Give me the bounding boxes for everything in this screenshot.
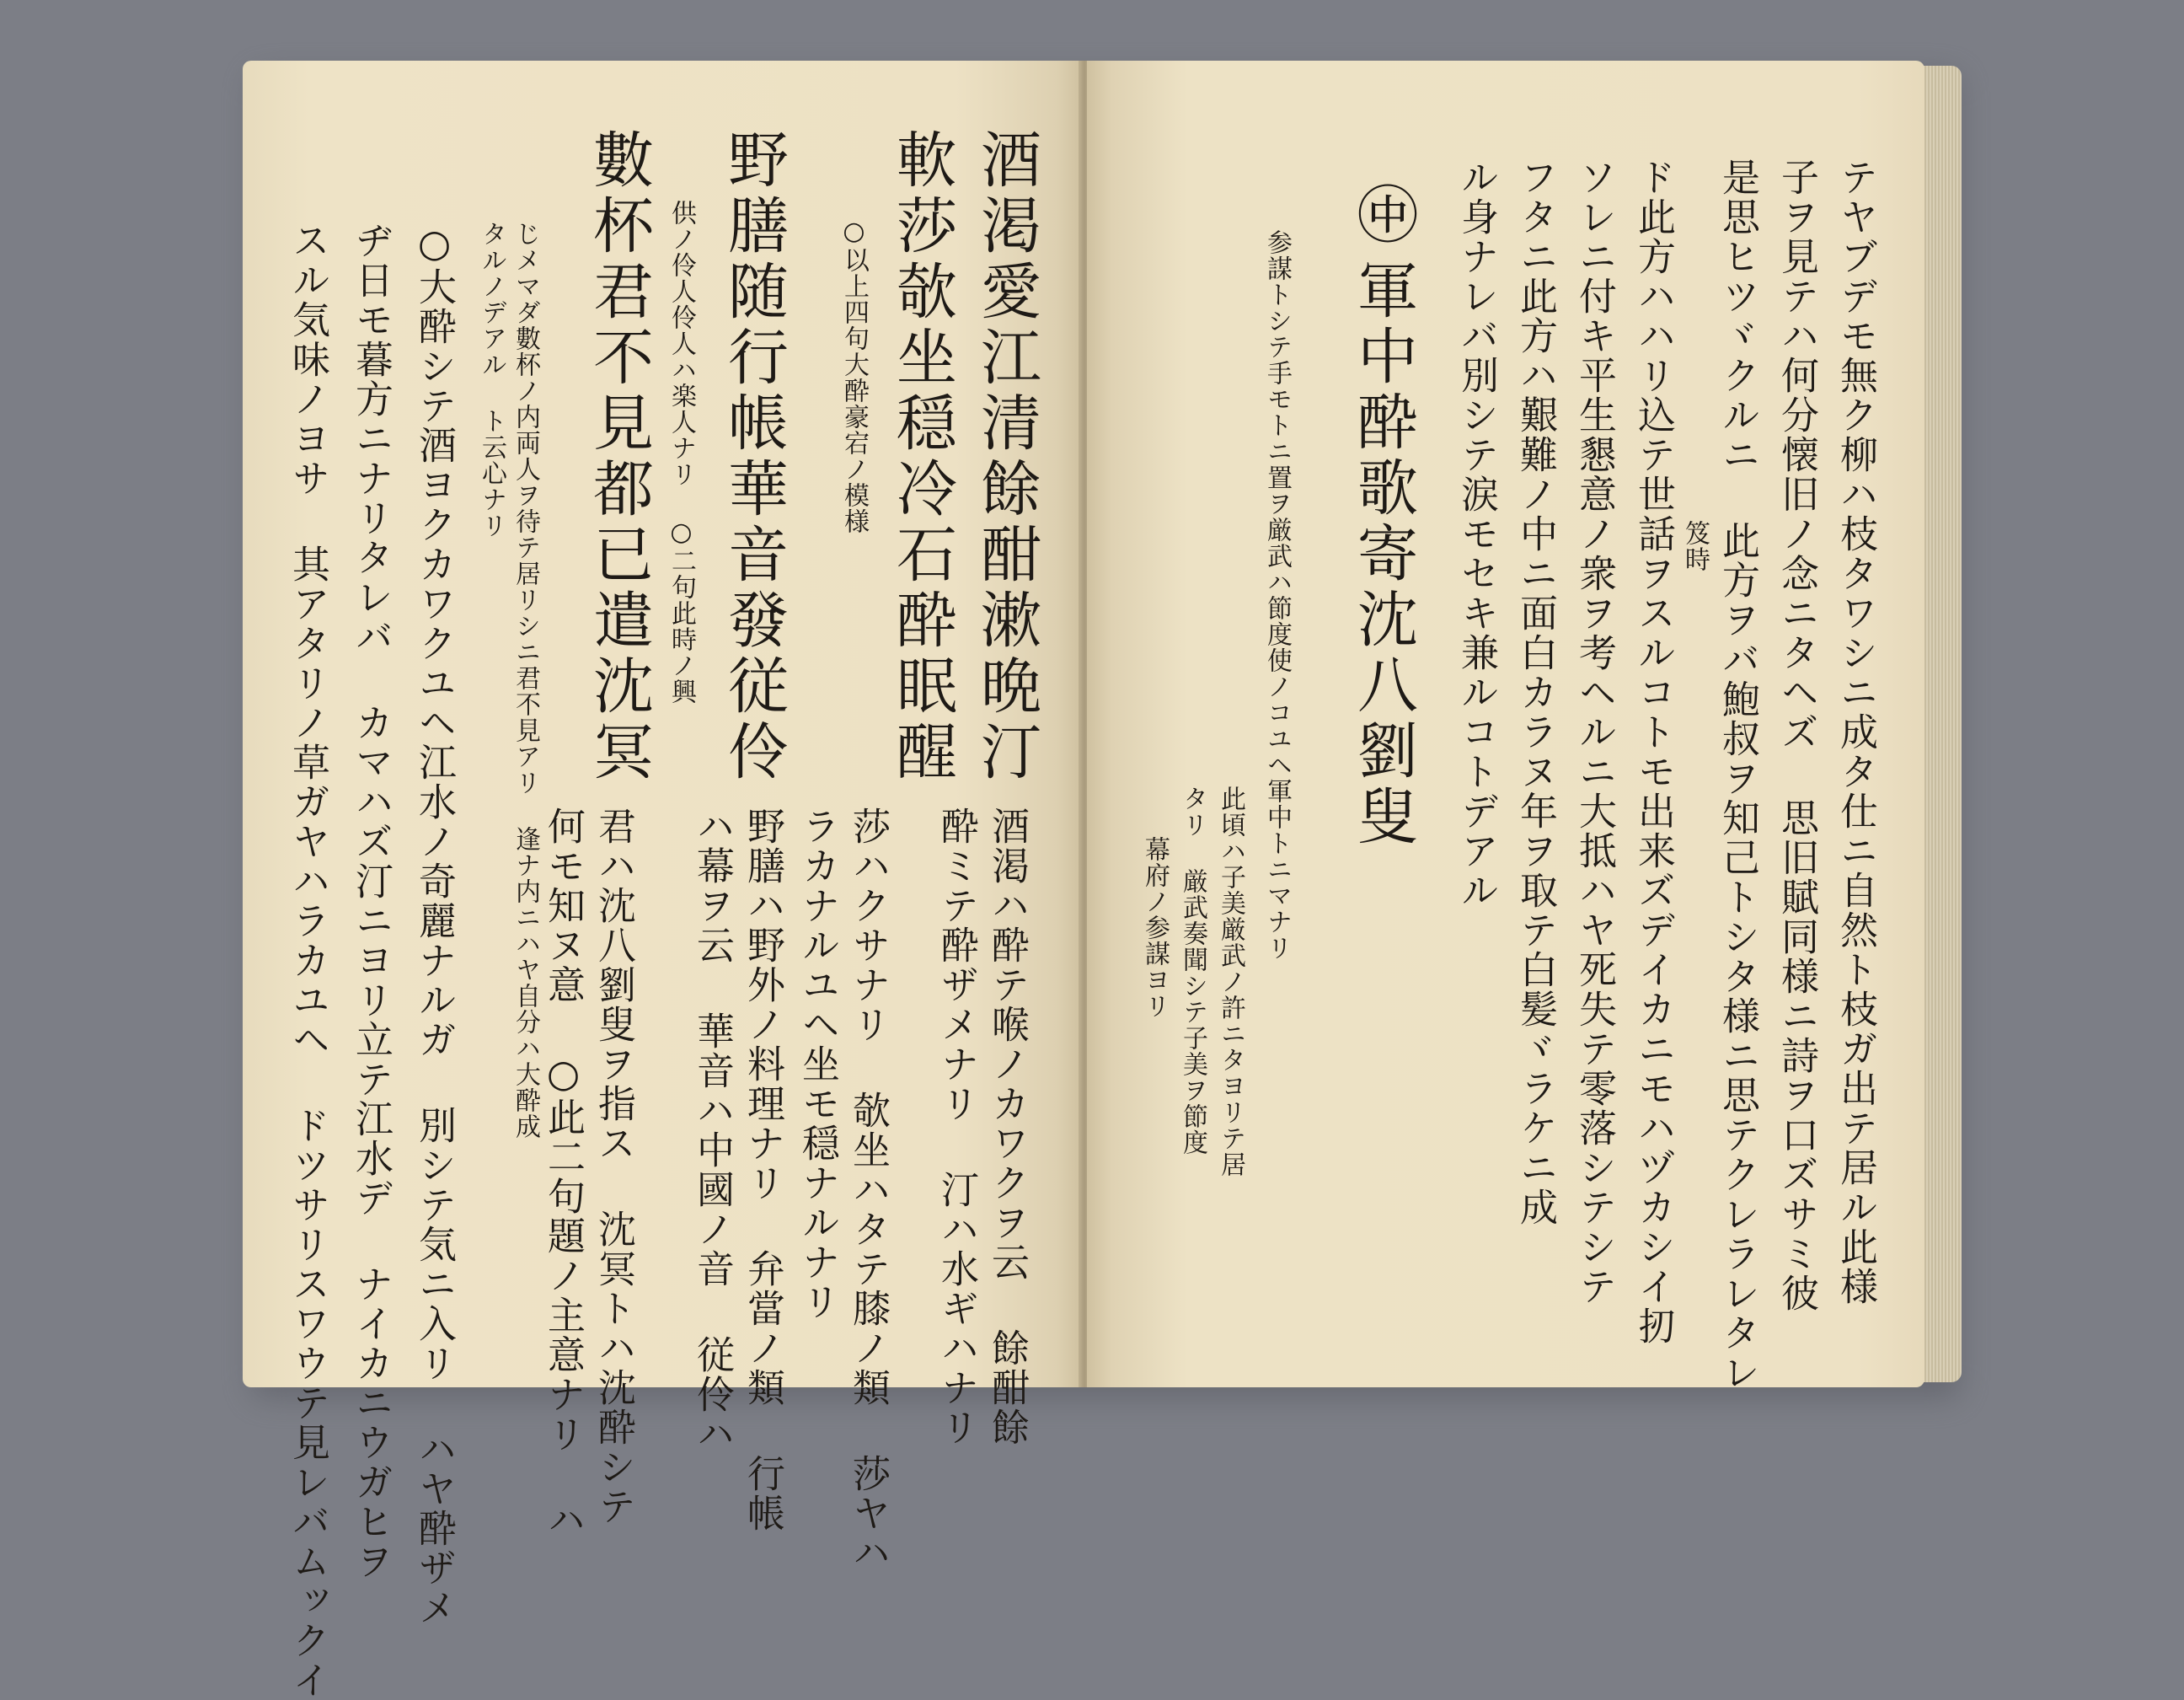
commentary-line-7: 君ハ沈八劉叟ヲ指ス 沈冥トハ沈酔シテ bbox=[592, 807, 636, 1526]
heading-marker: ㊥ bbox=[1347, 183, 1418, 249]
commentary-line-1: 酒渇ハ酔テ喉ノカワクヲ云 餘酣餘 bbox=[985, 807, 1030, 1447]
commentary-line-12: ヂ日モ暮方ニナリタレバ カマハズ汀ニヨリ立テ江水デ ナイカニウガヒヲ bbox=[349, 221, 393, 1581]
page-edges bbox=[1923, 66, 1962, 1382]
left-page bbox=[243, 61, 1082, 1700]
text-line-6: フタニ此方ハ艱難ノ中ニ面白カラヌ年ヲ取テ白髪ヾラケニ成 bbox=[1513, 158, 1558, 1227]
open-book bbox=[243, 61, 1962, 1700]
commentary-line-10: タルノデアル ト云心ナリ bbox=[477, 221, 506, 539]
right-page bbox=[1087, 61, 1924, 1392]
poem-line-2: 軟莎欹坐穏冷石酔眠醒 bbox=[886, 128, 957, 786]
commentary-line-9: じメマダ數杯ノ内両人ヲ待テ居リシニ君不見アリ 逢ナ内ニハヤ自分ハ大酔成 bbox=[511, 221, 540, 1140]
commentary-line-5: 野膳ハ野外ノ料理ナリ 弁當ノ類 行帳 bbox=[741, 807, 785, 1533]
commentary-line-4: ラカナルユヘ坐モ穏ナルナリ bbox=[795, 807, 840, 1322]
poem-line-4: 數杯君不見都已遣沈冥 bbox=[583, 128, 654, 786]
commentary-line-11: ○大酔シテ酒ヨクカワクユヘ江水ノ奇麗ナルガ 別シテ気ニ入リ ハヤ酔ザメ bbox=[412, 221, 457, 1628]
poem-line-1: 酒渇愛江清餘酣漱晩汀 bbox=[971, 128, 1041, 786]
poem-heading: 軍中酔歌寄沈八劉叟 bbox=[1347, 259, 1418, 850]
commentary-line-3: 莎ハクサナリ 欹坐ハタテ膝ノ類 莎ヤハ bbox=[846, 807, 891, 1573]
text-line-2: 子ヲ見テハ何分懐旧ノ念ニタヘズ 思旧賦同様ニ詩ヲ口ズサミ彼 bbox=[1774, 158, 1819, 1313]
text-line-1: テヤブデモ無ク柳ハ枝タワシニ成タ仕ニ自然ト枝ガ出テ居ル此様 bbox=[1833, 158, 1878, 1306]
poem-line-3: 野膳随行帳華音發従伶 bbox=[718, 128, 789, 786]
text-line-4: ド此方ハハリ込テ世話ヲスルコトモ出来ズデイカニモハヅカシイ扨 bbox=[1631, 158, 1676, 1346]
heading-note-4: 幕府ノ参謀ヨリ bbox=[1140, 836, 1170, 1019]
poem-note-2: 供ノ伶人伶人ハ楽人ナリ ○二句此時ノ興 bbox=[666, 200, 696, 705]
text-line-5: ソレニ付キ平生懇意ノ衆ヲ考ヘルニ大抵ハヤ死失テ零落シテシテ bbox=[1572, 158, 1617, 1306]
commentary-line-8: 何モ知ヌ意 ○此二句題ノ主意ナリ ハ bbox=[541, 807, 586, 1540]
heading-note-2: 此頃ハ子美厳武ノ許ニタヨリテ居 bbox=[1216, 786, 1245, 1177]
commentary-line-13: スル気味ノヨサ 其アタリノ草ガヤハラカユヘ ドツサリスワウテ見レバムックイ bbox=[286, 221, 330, 1700]
small-annotation: 笈時 bbox=[1680, 520, 1710, 572]
poem-note-1: ○以上四句大酔豪宕ノ模様 bbox=[839, 217, 869, 534]
heading-note-1: 参謀トシテ手モトニ置ヲ厳武ハ節度使ノコユヘ軍中トニマナリ bbox=[1262, 229, 1292, 961]
text-line-3: 是思ヒツヾクルニ 此方ヲバ鮑叔ヲ知己トシタ様ニ思テクレラレタレ bbox=[1716, 158, 1760, 1392]
commentary-line-6: ハ幕ヲ云 華音ハ中國ノ音 従伶ハ bbox=[690, 807, 735, 1454]
commentary-line-2: 酔ミテ酔ザメナリ 汀ハ水ギハナリ bbox=[934, 807, 979, 1447]
text-line-7: ル身ナレバ別シテ涙モセキ兼ルコトデアル bbox=[1454, 158, 1499, 910]
heading-note-3: タリ 厳武奏聞シテ子美ヲ節度 bbox=[1178, 786, 1207, 1156]
